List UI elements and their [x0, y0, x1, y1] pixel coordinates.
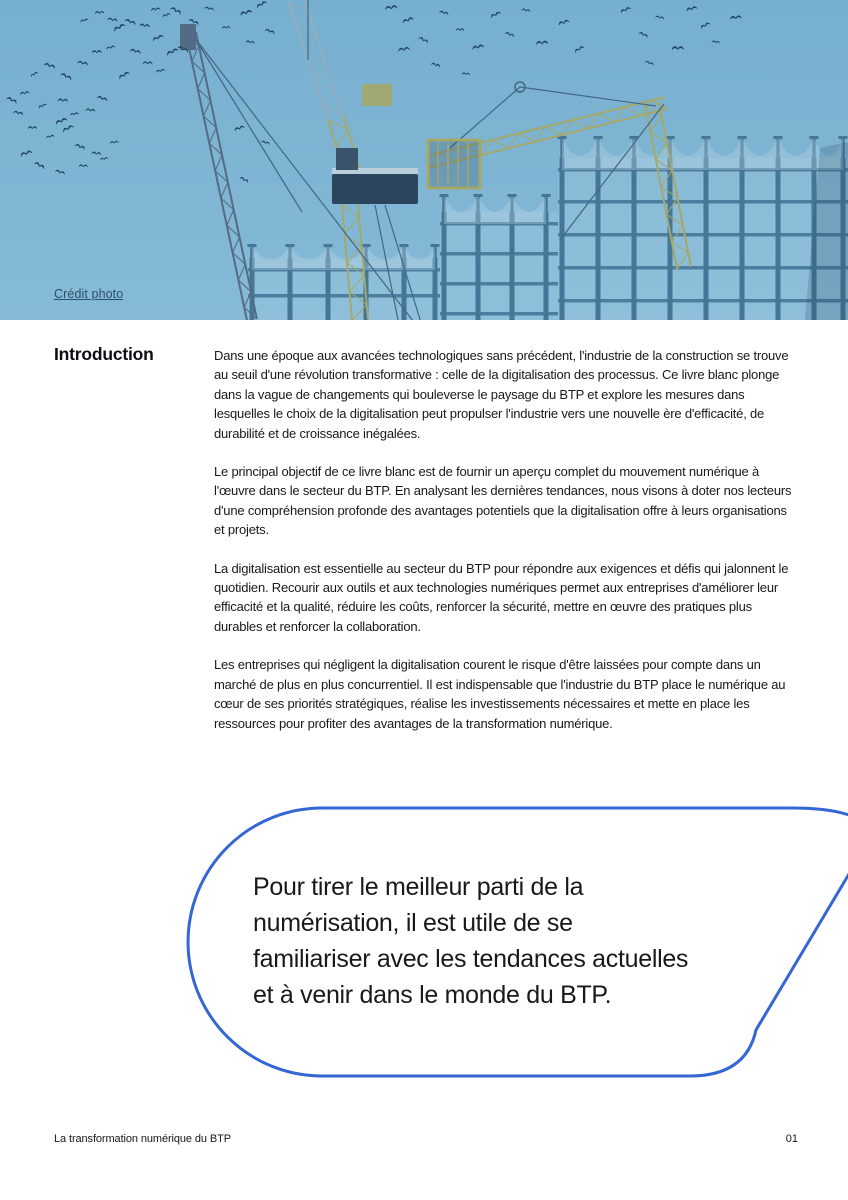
- quote-line: et à venir dans le monde du BTP.: [253, 981, 612, 1009]
- paragraph: Le principal objectif de ce livre blanc est de fournir un aperçu complet du mouvement numérique à l'œuvre dans le secteur du BTP. En analysant les dernières tendances, nous visons à doter nos lecteurs d'une compréhension profonde des avantages potentiels que la digitalisation offre à leurs organisations et projets.: [214, 464, 792, 538]
- quote-line: familiariser avec les tendances actuelles: [253, 945, 689, 973]
- section-heading: Introduction: [54, 344, 154, 364]
- introduction-section: [54, 346, 794, 752]
- page-number: 01: [785, 1133, 798, 1145]
- paragraph: Dans une époque aux avancées technologiques sans précédent, l'industrie de la construction se trouve au seuil d'une révolution transformative : celle de la digitalisation des processus. Ce livre blanc plonge dans la vague de changements qui bouleverse le paysage du BTP et explore les mesures dans lesquelles le choix de la digitalisation peut propulser l'industrie vers une nouvelle ère d'efficacité, de durabilité et de croissance inégalées.: [214, 348, 789, 441]
- paragraph: La digitalisation est essentielle au secteur du BTP pour répondre aux exigences et défis qui jalonnent le quotidien. Recourir aux outils et aux technologies numériques permet aux entreprises d'améliorer leur efficacité et la qualité, réduire les coûts, renforcer la sécurité, mettre en œuvre des pratiques plus durables et renforcer la collaboration.: [214, 560, 789, 634]
- hero-image: [0, 0, 848, 320]
- page-footer: [54, 1133, 798, 1145]
- quote-line: numérisation, il est utile de se: [253, 909, 573, 937]
- body-text: [214, 346, 794, 752]
- quote-line: Pour tirer le meilleur parti de la: [253, 873, 584, 901]
- photo-credit-link[interactable]: Crédit photo: [54, 287, 124, 301]
- footer-document-title: La transformation numérique du BTP: [54, 1133, 231, 1145]
- blue-tint-overlay: [0, 0, 848, 320]
- construction-site-photo: [0, 0, 848, 320]
- pull-quote: [253, 869, 688, 1013]
- paragraph: Les entreprises qui négligent la digitalisation courent le risque d'être laissées pour compte dans un marché de plus en plus concurrentiel. Il est indispensable que l'industrie du BTP place le numérique au cœur de ses priorités stratégiques, réalise les investissements nécessaires et mette en place les ressources pour profiter des avantages de la transformation numérique.: [214, 657, 786, 731]
